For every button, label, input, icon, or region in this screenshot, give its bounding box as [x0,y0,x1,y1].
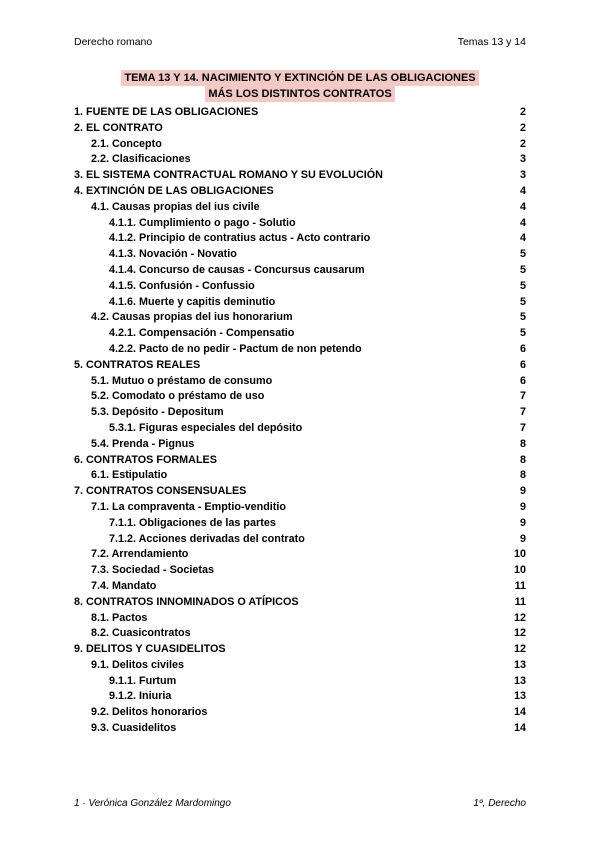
toc-entry-page: 4 [519,216,526,229]
toc-entry-page: 5 [519,248,526,261]
toc-entry[interactable] [74,689,526,705]
toc-entry-page: 12 [513,643,526,656]
toc-entry-page: 3 [519,169,526,182]
toc-entry-label: 7.1.2. Acciones derivadas del contrato [109,532,305,545]
toc-entry-label: 5.3.1. Figuras especiales del depósito [109,421,303,434]
toc-entry-label: 2. EL CONTRATO [74,121,163,134]
toc-entry-label: 5.2. Comodato o préstamo de uso [91,390,265,403]
toc-entry-label: 9.1.2. Iniuria [109,690,172,703]
toc-entry[interactable] [74,358,526,374]
toc-entry[interactable] [74,168,526,184]
page-footer [74,798,526,812]
toc-entry-label: 4.1.6. Muerte y capitis deminutio [109,295,276,308]
toc-entry-page: 8 [519,453,526,466]
toc-entry[interactable] [74,468,526,484]
toc-entry-label: 4.2.1. Compensación - Compensatio [109,327,295,340]
toc-entry-page: 9 [519,532,526,545]
toc-entry-page: 5 [519,263,526,276]
toc-entry-page: 12 [513,627,526,640]
toc-entry[interactable] [74,579,526,595]
toc-entry[interactable] [74,279,526,295]
toc-entry[interactable] [74,105,526,121]
toc-entry-page: 10 [513,548,526,561]
toc-entry-page: 8 [519,437,526,450]
footer-author: 1 · Verónica González Mardomingo [74,798,231,809]
toc-entry-label: 5.3. Depósito - Depositum [91,406,224,419]
toc-entry-label: 4.1.5. Confusión - Confussio [109,279,255,292]
toc-entry[interactable] [74,200,526,216]
toc-entry-page: 11 [514,595,526,608]
toc-entry[interactable] [74,231,526,247]
title-line-1: TEMA 13 Y 14. NACIMIENTO Y EXTINCIÓN DE LAS OBLIGACIONES [121,70,478,86]
toc-entry[interactable] [74,326,526,342]
toc-entry-label: 7.2. Arrendamiento [91,548,189,561]
toc-entry-label: 4.1.3. Novación - Novatio [109,248,237,261]
toc-entry[interactable] [74,263,526,279]
toc-entry-label: 4. EXTINCIÓN DE LAS OBLIGACIONES [74,184,274,197]
toc-entry[interactable] [74,184,526,200]
toc-entry-label: 8.1. Pactos [91,611,148,624]
toc-entry[interactable] [74,642,526,658]
toc-entry-label: 3. EL SISTEMA CONTRACTUAL ROMANO Y SU EVOLUCIÓN [74,169,383,182]
toc-entry[interactable] [74,500,526,516]
toc-entry-page: 9 [519,500,526,513]
toc-entry-page: 14 [513,706,526,719]
toc-entry-label: 7. CONTRATOS CONSENSUALES [74,485,247,498]
toc-entry[interactable] [74,484,526,500]
toc-entry[interactable] [74,705,526,721]
toc-entry-label: 1. FUENTE DE LAS OBLIGACIONES [74,106,259,118]
toc-entry-page: 6 [519,374,526,387]
toc-entry-page: 5 [519,311,526,324]
toc-entry[interactable] [74,342,526,358]
toc-entry-label: 5. CONTRATOS REALES [74,358,201,371]
toc-entry-label: 4.1.4. Concurso de causas - Concursus causarum [109,263,365,276]
toc-entry[interactable] [74,626,526,642]
toc-entry-label: 5.1. Mutuo o préstamo de consumo [91,374,273,387]
toc-entry-label: 6.1. Estipulatio [91,469,168,482]
toc-entry-page: 2 [519,106,526,118]
toc-entry-page: 7 [519,421,526,434]
toc-entry[interactable] [74,121,526,137]
toc-entry-label: 2.2. Clasificaciones [91,153,191,166]
page-header [74,36,526,50]
toc-entry-label: 7.1. La compraventa - Emptio-venditio [91,500,286,513]
toc-entry[interactable] [74,295,526,311]
toc-entry-label: 9.1. Delitos civiles [91,658,185,671]
toc-entry[interactable] [74,658,526,674]
toc-entry-page: 7 [519,390,526,403]
toc-entry-label: 9.1.1. Furtum [109,674,177,687]
toc-entry-label: 4.2.2. Pacto de no pedir - Pactum de non petendo [109,342,362,355]
toc-entry-page: 2 [519,137,526,150]
toc-entry-label: 7.4. Mandato [91,579,157,592]
toc-entry-label: 9.2. Delitos honorarios [91,706,208,719]
toc-entry-label: 9.3. Cuasidelitos [91,722,177,735]
toc-entry-page: 4 [519,232,526,245]
toc-entry-page: 4 [519,200,526,213]
toc-entry[interactable] [74,532,526,548]
toc-entry[interactable] [74,247,526,263]
toc-entry[interactable] [74,516,526,532]
toc-entry-page: 8 [519,469,526,482]
toc-entry-label: 4.2. Causas propias del ius honorarium [91,311,293,324]
toc-entry-page: 5 [519,327,526,340]
toc-entry-label: 4.1.1. Cumplimiento o pago - Solutio [109,216,296,229]
toc-entry-page: 5 [519,295,526,308]
toc-entry[interactable] [74,421,526,437]
header-subject: Derecho romano [74,36,153,48]
toc-entry[interactable] [74,595,526,611]
toc-entry[interactable] [74,137,526,153]
toc-entry[interactable] [74,405,526,421]
toc-entry-label: 8. CONTRATOS INNOMINADOS O ATÍPICOS [74,595,299,608]
toc-entry[interactable] [74,547,526,563]
document-title [0,70,600,102]
toc-entry[interactable] [74,563,526,579]
toc-entry-page: 9 [519,516,526,529]
toc-entry-label: 2.1. Concepto [91,137,162,150]
toc-entry-page: 6 [519,342,526,355]
toc-entry[interactable] [74,437,526,453]
toc-entry-label: 4.1. Causas propias del ius civile [91,200,260,213]
toc-entry[interactable] [74,674,526,690]
toc-entry-page: 12 [513,611,526,624]
footer-course: 1º, Derecho [473,798,526,809]
toc-entry-page: 13 [513,658,526,671]
toc-entry-page: 11 [514,579,526,592]
toc-entry-label: 7.3. Sociedad - Societas [91,564,215,577]
toc-entry-label: 5.4. Prenda - Pignus [91,437,195,450]
toc-entry-page: 9 [519,485,526,498]
toc-entry-label: 4.1.2. Principio de contratius actus - Acto contrario [109,232,371,245]
toc-entry-page: 3 [519,153,526,166]
toc-entry-page: 13 [513,674,526,687]
toc-entry-label: 6. CONTRATOS FORMALES [74,453,217,466]
toc-entry-page: 13 [513,690,526,703]
toc-entry[interactable] [74,152,526,168]
toc-entry-label: 9. DELITOS Y CUASIDELITOS [74,643,226,656]
title-line-2: MÁS LOS DISTINTOS CONTRATOS [205,86,394,102]
toc-entry[interactable] [74,721,526,737]
toc-entry-label: 8.2. Cuasicontratos [91,627,191,640]
toc-entry[interactable] [74,611,526,627]
toc-entry[interactable] [74,453,526,469]
toc-entry-page: 5 [519,279,526,292]
toc-entry-page: 4 [519,184,526,197]
toc-entry[interactable] [74,374,526,390]
toc-entry-page: 2 [519,121,526,134]
toc-entry-page: 10 [513,564,526,577]
toc-entry-label: 7.1.1. Obligaciones de las partes [109,516,276,529]
toc-entry-page: 6 [519,358,526,371]
toc-entry[interactable] [74,389,526,405]
toc-entry-page: 7 [519,406,526,419]
table-of-contents [74,105,526,737]
toc-entry-page: 14 [513,722,526,735]
toc-entry[interactable] [74,310,526,326]
toc-entry[interactable] [74,216,526,232]
header-topics: Temas 13 y 14 [457,36,526,48]
